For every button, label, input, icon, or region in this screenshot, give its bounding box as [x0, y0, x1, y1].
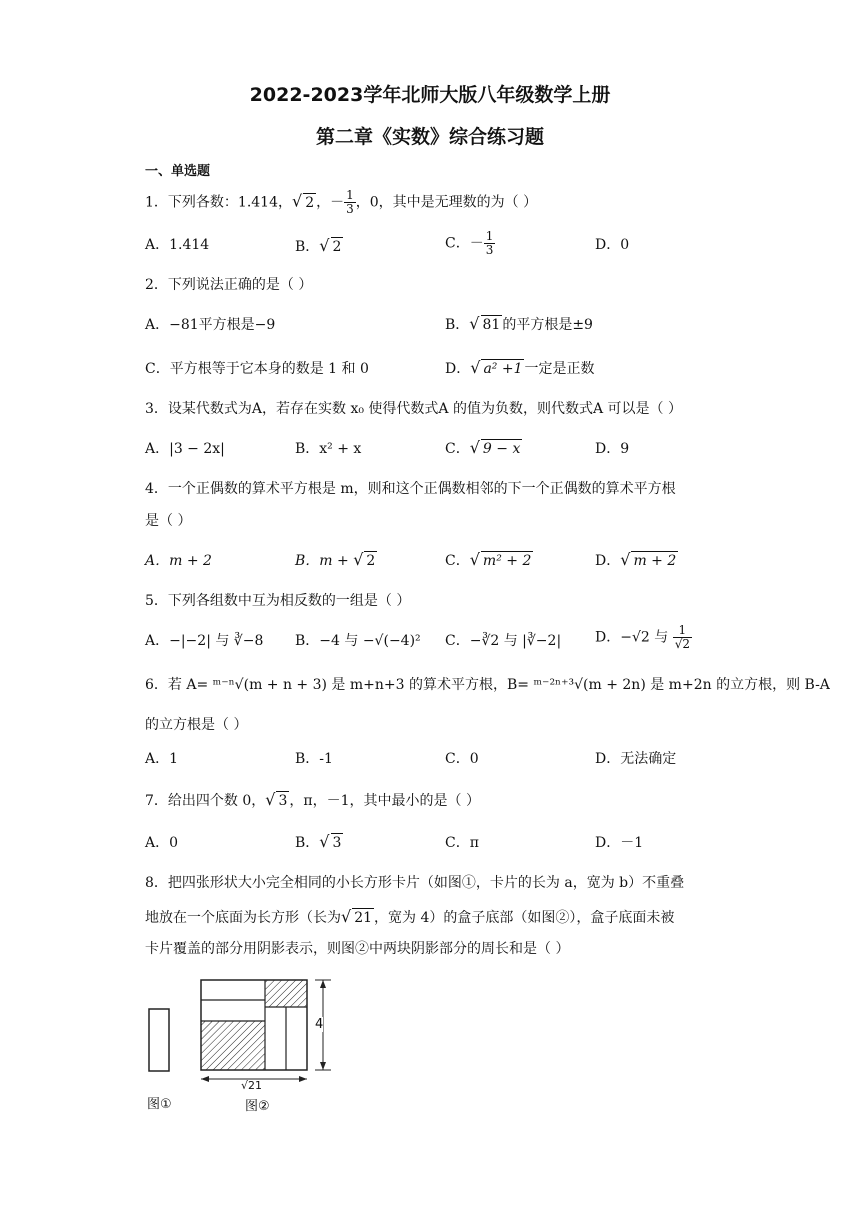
question-6-stem-line1: 6．若 A= ᵐ⁻ⁿ√(m + n + 3) 是 m+n+3 的算术平方根，B= ᵐ⁻²ⁿ⁺³√(m + 2n) 是 m+2n 的立方根，则 B-A — [145, 677, 830, 693]
q1-fraction — [344, 189, 356, 216]
question-8-line2: 地放在一个底面为长方形（长为√ 21 ，宽为 4）的盒子底部（如图②），盒子底面未被 — [145, 907, 675, 926]
q3-option-b[interactable]: B．x² + x — [295, 441, 362, 457]
q2-option-d[interactable]: D．√ a² +1 一定是正数 — [445, 358, 595, 377]
q4-d-radicand: m + 2 — [633, 553, 677, 569]
q8-radicand: 21 — [354, 910, 373, 926]
q6-option-d[interactable]: D．无法确定 — [595, 751, 677, 767]
q6-option-c[interactable]: C．0 — [445, 751, 479, 767]
q7-option-b[interactable]: B．√ 3 — [295, 832, 342, 851]
q5-option-c[interactable]: C．−∛2 与 |∛−2| — [445, 633, 562, 649]
q7-b-prefix: B． — [295, 835, 320, 851]
question-1-stem: 1．下列各数：1.414，√ 2 ，－ $\frac{1}{3}$ ，0，其中是无理数的为（ ） — [145, 188, 538, 217]
question-2-stem: 2．下列说法正确的是（ ） — [145, 277, 313, 293]
q7-option-c[interactable]: C．π — [445, 835, 479, 851]
q2-d-radicand: a² +1 — [483, 361, 523, 377]
question-8-line3: 卡片覆盖的部分用阴影表示，则图②中两块阴影部分的周长和是（ ） — [145, 941, 570, 957]
q4-option-b[interactable]: B．m + √ 2 — [295, 550, 376, 569]
q1-c-den: 3 — [485, 243, 494, 258]
q4-d-prefix: D． — [595, 553, 621, 569]
figure-height-label: 4 — [315, 1017, 324, 1032]
page-subtitle: 第二章《实数》综合练习题 — [315, 126, 544, 148]
q4-option-c[interactable]: C．√ m² + 2 — [445, 550, 532, 569]
q5-d-prefix: D．−√2 与 — [595, 629, 669, 646]
figure-width-label: √21 — [241, 1079, 263, 1092]
question-6-stem-line2: 的立方根是（ ） — [145, 717, 248, 733]
q4-c-radicand: m² + 2 — [482, 553, 532, 569]
q3-c-radicand: 9 − x — [482, 441, 521, 457]
figure-drawing — [145, 975, 345, 1115]
q2-b-suffix: 的平方根是±9 — [502, 317, 593, 333]
q1-text-a: 1．下列各数：1.414， — [145, 194, 292, 211]
q5-d-num: 1 — [673, 624, 692, 638]
q7-text-a: 7．给出四个数 0， — [145, 793, 266, 809]
q5-option-b[interactable]: B．−4 与 −√(−4)² — [295, 633, 421, 649]
section-heading: 一、单选题 — [145, 164, 211, 179]
q1-b-prefix: B． — [295, 239, 320, 255]
question-4-stem-line2: 是（ ） — [145, 513, 192, 529]
q1-option-b[interactable]: B．√ 2 — [295, 236, 342, 255]
q1-option-d[interactable]: D．0 — [595, 237, 630, 253]
figure-q8 — [145, 975, 345, 1119]
q3-c-prefix: C． — [445, 441, 470, 457]
q1-frac-den: 3 — [346, 202, 354, 217]
q5-d-den: √2 — [674, 637, 690, 652]
q7-text-b: ，π，－1，其中最小的是（ ） — [289, 793, 480, 809]
question-4-stem-line1: 4．一个正偶数的算术平方根是 m，则和这个正偶数相邻的下一个正偶数的算术平方根 — [145, 481, 676, 497]
q1-c-num: 1 — [485, 229, 494, 243]
q4-b-radicand: 2 — [366, 553, 376, 569]
q4-b-prefix: B．m + — [295, 553, 354, 569]
q7-b-radicand: 3 — [332, 835, 342, 851]
q1-option-c[interactable] — [445, 230, 495, 257]
q3-option-d[interactable]: D．9 — [595, 441, 630, 457]
q4-c-prefix: C． — [445, 553, 470, 569]
q2-option-b[interactable]: B．√ 81 的平方根是±9 — [445, 314, 593, 333]
q1-radicand: 2 — [305, 194, 315, 211]
q6-option-a[interactable]: A．1 — [145, 751, 179, 767]
q7-radicand: 3 — [278, 793, 288, 809]
page-title: 2022-2023学年北师大版八年级数学上册 — [249, 84, 611, 106]
q2-option-c[interactable]: C．平方根等于它本身的数是 1 和 0 — [145, 361, 369, 377]
q2-d-prefix: D． — [445, 361, 471, 377]
question-5-stem: 5．下列各组数中互为相反数的一组是（ ） — [145, 593, 411, 609]
q1-text-b: ，－ — [316, 194, 345, 211]
q2-b-prefix: B． — [445, 317, 470, 333]
q2-option-a[interactable]: A．−81平方根是−9 — [145, 317, 276, 333]
figure-2-label: 图② — [245, 1099, 270, 1114]
q2-b-radicand: 81 — [482, 317, 501, 333]
question-8-line1: 8．把四张形状大小完全相同的小长方形卡片（如图①，卡片的长为 a，宽为 b）不重叠 — [145, 875, 685, 891]
q5-option-d[interactable] — [595, 624, 692, 651]
q1-frac-num: 1 — [346, 188, 354, 202]
q6-option-b[interactable]: B．-1 — [295, 751, 333, 767]
q1-option-a[interactable]: A．1.414 — [145, 237, 210, 253]
q2-d-suffix: 一定是正数 — [524, 361, 595, 377]
q4-option-d[interactable]: D．√ m + 2 — [595, 550, 677, 569]
q1-b-radicand: 2 — [332, 239, 342, 255]
shaded-region-top — [265, 980, 307, 1007]
q5-d-fraction — [673, 624, 692, 651]
question-3-stem: 3．设某代数式为A，若存在实数 x₀ 使得代数式A 的值为负数，则代数式A 可以是（ ） — [145, 401, 682, 417]
q3-option-a[interactable]: A．|3 − 2x| — [145, 441, 225, 457]
question-7-stem: 7．给出四个数 0，√ 3 ，π，－1，其中最小的是（ ） — [145, 790, 480, 809]
q1-c-prefix: C．－ — [445, 235, 484, 252]
shaded-region-bottom — [201, 1021, 265, 1070]
q1-c-fraction — [484, 230, 496, 257]
q5-option-a[interactable]: A．−|−2| 与 ∛−8 — [145, 633, 264, 649]
q3-option-c[interactable]: C．√ 9 − x — [445, 438, 521, 457]
q7-option-d[interactable]: D．－1 — [595, 835, 644, 851]
q8-text-b: ，宽为 4）的盒子底部（如图②），盒子底面未被 — [374, 910, 675, 926]
q7-option-a[interactable]: A．0 — [145, 835, 179, 851]
q4-option-a[interactable]: A．m + 2 — [145, 553, 212, 569]
q8-text-a: 地放在一个底面为长方形（长为 — [145, 910, 341, 926]
q1-text-c: ，0，其中是无理数的为（ ） — [355, 194, 538, 211]
figure-1-label: 图① — [147, 1097, 172, 1112]
card-rectangle — [149, 1009, 169, 1071]
